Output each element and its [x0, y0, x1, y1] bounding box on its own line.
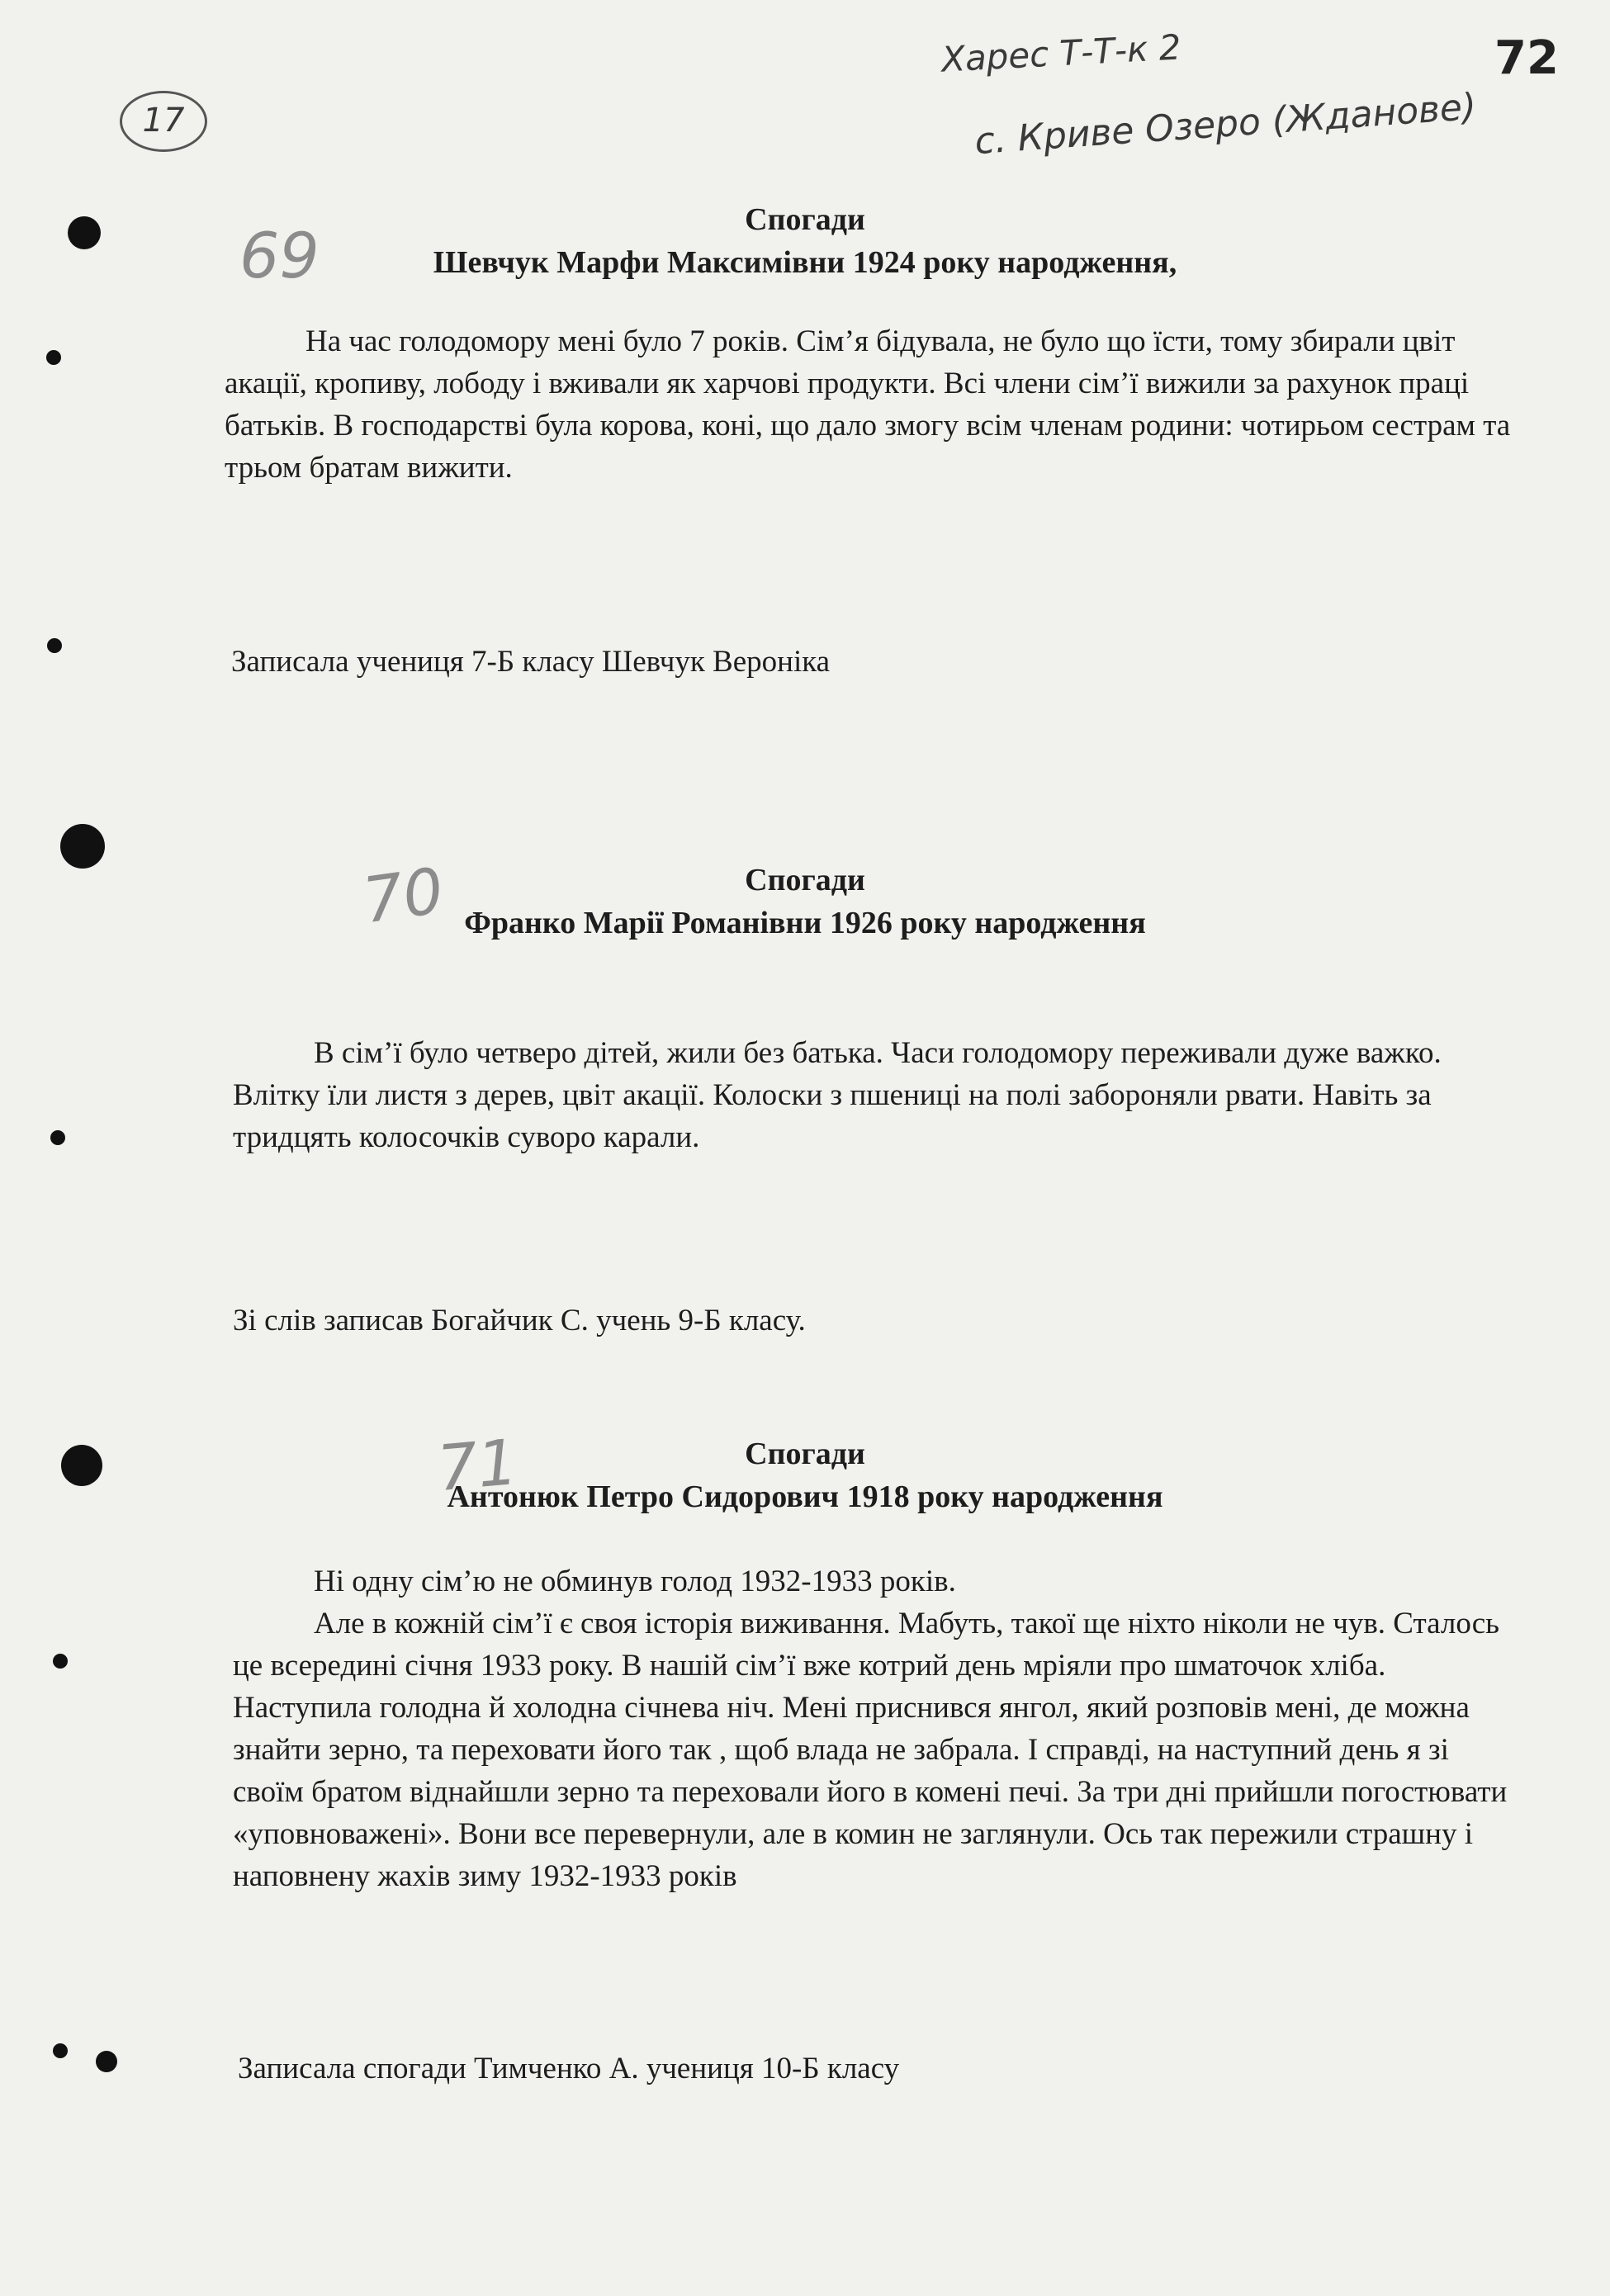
punch-hole — [47, 638, 62, 653]
memoir-body — [233, 1032, 1508, 1158]
entry-number-mark: 71 — [434, 1424, 521, 1506]
memoir-recorder: Записала учениця 7-Б класу Шевчук Вероніка — [231, 645, 831, 679]
punch-hole — [53, 2043, 68, 2058]
memoir-paragraph: Ні одну сім’ю не обминув голод 1932-1933 років. — [314, 1565, 956, 1598]
memoir-body — [233, 1560, 1525, 1897]
punch-hole — [96, 2051, 117, 2072]
punch-hole — [50, 1130, 65, 1145]
memoir-subtitle: Антонюк Петро Сидорович 1918 року народження — [447, 1479, 1163, 1514]
memoir-subtitle: Шевчук Марфи Максимівни 1924 року народження, — [433, 245, 1177, 280]
memoir-title: Спогади — [745, 1437, 865, 1471]
handwritten-archive-note: Харес Т-Т-к 2 — [940, 26, 1182, 80]
handwritten-page-number: 72 — [1494, 31, 1559, 85]
memoir-heading — [0, 198, 1610, 284]
circled-sheet-number: 17 — [120, 91, 207, 152]
memoir-title: Спогади — [745, 202, 865, 237]
memoir-heading — [0, 859, 1610, 944]
handwritten-village-note: с. Криве Озеро (Жданове) — [973, 85, 1478, 163]
memoir-body — [225, 320, 1513, 489]
punch-hole — [53, 1654, 68, 1669]
memoir-title: Спогади — [745, 863, 865, 897]
memoir-recorder: Зі слів записав Богайчик С. учень 9-Б класу. — [233, 1304, 806, 1337]
entry-number-mark: 70 — [358, 853, 448, 938]
memoir-heading — [0, 1432, 1610, 1518]
memoir-recorder: Записала спогади Тимченко А. учениця 10-Б класу — [238, 2052, 900, 2085]
punch-hole — [46, 350, 61, 365]
entry-number-mark: 69 — [239, 219, 320, 292]
memoir-paragraph: На час голодомору мені було 7 років. Сім’я бідувала, не було що їсти, тому збирали цвіт акації, кропиву, лободу і вживали як харчові продукти. Всі члени сім’ї вижили за рахунок праці батьків. В господарстві була корова, коні, що дало змогу всім членам родини: чотирьом сестрам та трьом братам вижити. — [225, 324, 1511, 485]
memoir-paragraph: В сім’ї було четверо дітей, жили без батька. Часи голодомору переживали дуже важко. Влітку їли листя з дерев, цвіт акації. Колоски з пшениці на полі забороняли рвати. Навіть за тридцять колосочків суворо карали. — [233, 1036, 1442, 1154]
memoir-subtitle: Франко Марії Романівни 1926 року народження — [464, 906, 1146, 940]
memoir-paragraph: Але в кожній сім’ї є своя історія виживання. Мабуть, такої ще ніхто ніколи не чув. Сталось це всередині січня 1933 року. В нашій сім’ї вже котрий день мріяли про шматочок хліба. Наступила голодна й холодна січнева ніч. Мені приснився янгол, який розповів мені, де можна знайти зерно, та переховати його так , щоб влада не забрала. І справді, на наступний день я зі своїм братом віднайшли зерно та переховали його в комені печі. За три дні прийшли погостювати «уповноважені». Вони все перевернули, але в комин не заглянули. Ось так пережили страшну і наповнену жахів зиму 1932-1933 років — [233, 1607, 1508, 1893]
